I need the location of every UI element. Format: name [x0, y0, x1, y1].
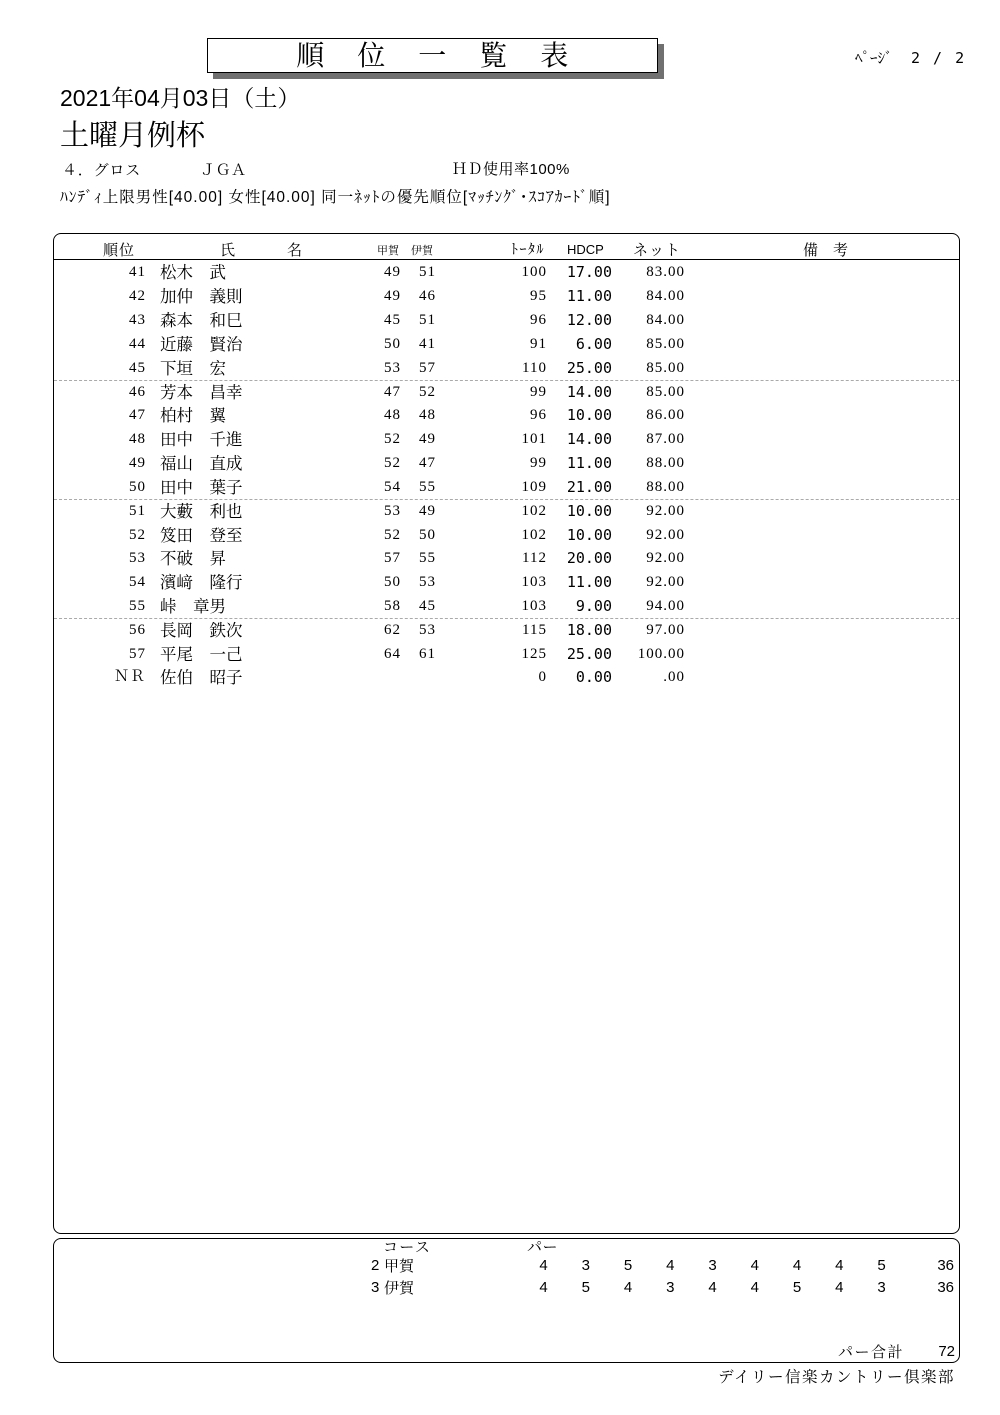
in-score: 51 — [419, 312, 436, 329]
in-score: 53 — [419, 621, 436, 638]
hole-par: 4 — [750, 1279, 759, 1296]
rank-cell: 46 — [129, 383, 146, 400]
net-score: 100.00 — [637, 645, 685, 662]
title-box — [207, 38, 658, 73]
total-score: 103 — [521, 574, 547, 591]
handicap-value: 11.00 — [566, 573, 612, 592]
total-score: 95 — [530, 288, 547, 305]
result-row — [54, 309, 959, 333]
header-hdcp: HDCP — [567, 242, 604, 257]
total-score: 109 — [521, 478, 547, 495]
out-score: 53 — [384, 359, 401, 376]
rank-cell: 41 — [129, 264, 146, 281]
in-score: 55 — [419, 478, 436, 495]
course-label: コース — [383, 1238, 432, 1256]
course-number: 3 — [371, 1279, 380, 1296]
player-name: 田中 葉子 — [160, 477, 243, 497]
handicap-rule: ﾊﾝﾃﾞｨ上限男性[40.00] 女性[40.00] 同一ﾈｯﾄの優先順位[ﾏｯﾁﾝｸﾞ･ｽｺｱｶｰﾄﾞ順] — [60, 189, 611, 206]
rank-cell: 47 — [129, 407, 146, 424]
handicap-value: 10.00 — [566, 525, 612, 544]
net-score: 85.00 — [646, 335, 685, 352]
handicap-value: 12.00 — [566, 311, 612, 330]
result-row — [54, 500, 959, 524]
header-surname: 氏 — [220, 241, 236, 259]
rank-cell: 51 — [129, 502, 146, 519]
out-score: 58 — [384, 597, 401, 614]
net-score: 97.00 — [646, 621, 685, 638]
net-score: 94.00 — [646, 597, 685, 614]
total-score: 125 — [521, 645, 547, 662]
total-score: 99 — [530, 455, 547, 472]
handicap-usage-rate: ＨＤ使用率100% — [452, 161, 570, 178]
course-number: 2 — [371, 1257, 380, 1274]
header-net: ネット — [633, 241, 682, 259]
result-row — [54, 428, 959, 452]
rank-cell: 54 — [129, 574, 146, 591]
handicap-value: 11.00 — [566, 454, 612, 473]
handicap-value: 17.00 — [566, 263, 612, 282]
player-name: 加仲 義則 — [160, 287, 243, 307]
par-total-value: 72 — [938, 1343, 955, 1360]
par-label: パー — [527, 1238, 559, 1256]
rank-cell: 53 — [129, 550, 146, 567]
header-given-name: 名 — [287, 241, 303, 259]
rank-cell: 45 — [129, 359, 146, 376]
handicap-value: 14.00 — [566, 382, 612, 401]
hole-par: 4 — [708, 1279, 717, 1296]
net-score: 88.00 — [646, 478, 685, 495]
rank-cell: 57 — [129, 645, 146, 662]
result-row — [54, 643, 959, 667]
course-par-table — [53, 1238, 960, 1363]
page-number: 2 / 2 — [911, 49, 967, 67]
player-name: 柏村 翼 — [160, 406, 226, 426]
hole-par: 3 — [581, 1257, 590, 1274]
course-par-total: 36 — [937, 1257, 954, 1274]
course-row — [54, 1255, 959, 1277]
results-body — [54, 261, 959, 690]
result-row — [54, 261, 959, 285]
hole-par: 3 — [877, 1279, 886, 1296]
player-name: 松木 武 — [160, 263, 226, 283]
result-row — [54, 452, 959, 476]
rank-cell: 49 — [129, 455, 146, 472]
rank-cell: 44 — [129, 335, 146, 352]
rank-cell: 42 — [129, 288, 146, 305]
out-score: 50 — [384, 574, 401, 591]
hole-par: 4 — [666, 1257, 675, 1274]
result-row — [54, 333, 959, 357]
page-title: 順 位 一 覧 表 — [296, 39, 571, 72]
net-score: 86.00 — [646, 407, 685, 424]
player-name: 不破 昇 — [160, 549, 226, 569]
net-score: 84.00 — [646, 312, 685, 329]
player-name: 濱﨑 隆行 — [160, 573, 243, 593]
out-score: 50 — [384, 335, 401, 352]
out-score: 62 — [384, 621, 401, 638]
out-score: 45 — [384, 312, 401, 329]
handicap-value: 25.00 — [566, 358, 612, 377]
result-row — [54, 381, 959, 405]
hole-par: 5 — [877, 1257, 886, 1274]
out-score: 52 — [384, 455, 401, 472]
event-date: 2021年04月03日（土） — [60, 85, 301, 111]
results-table — [53, 233, 960, 1234]
handicap-value: 9.00 — [575, 596, 612, 615]
total-score: 103 — [521, 597, 547, 614]
hole-par: 4 — [750, 1257, 759, 1274]
page-label: ﾍﾟｰｼﾞ — [855, 49, 893, 67]
course-name: 甲賀 — [384, 1257, 415, 1275]
out-score: 53 — [384, 502, 401, 519]
event-name: 土曜月例杯 — [60, 118, 206, 152]
hole-par: 5 — [581, 1279, 590, 1296]
result-row — [54, 404, 959, 428]
hole-par: 4 — [539, 1279, 548, 1296]
in-score: 45 — [419, 597, 436, 614]
net-score: 92.00 — [646, 550, 685, 567]
in-score: 49 — [419, 502, 436, 519]
player-name: 下垣 宏 — [160, 358, 226, 378]
header-note: 備 考 — [803, 241, 849, 259]
player-name: 大藪 利也 — [160, 501, 243, 521]
net-score: 85.00 — [646, 359, 685, 376]
handicap-value: 25.00 — [566, 644, 612, 663]
total-score: 101 — [521, 431, 547, 448]
out-score: 52 — [384, 526, 401, 543]
hole-par: 3 — [666, 1279, 675, 1296]
par-total-label: パー合計 — [838, 1343, 905, 1361]
in-score: 57 — [419, 359, 436, 376]
course-name: 伊賀 — [384, 1279, 415, 1297]
in-score: 48 — [419, 407, 436, 424]
in-score: 53 — [419, 574, 436, 591]
total-score: 102 — [521, 526, 547, 543]
in-score: 61 — [419, 645, 436, 662]
result-row — [54, 666, 959, 690]
result-row — [54, 619, 959, 643]
net-score: 85.00 — [646, 383, 685, 400]
player-name: 平尾 一己 — [160, 644, 243, 664]
result-row — [54, 476, 959, 500]
handicap-value: 10.00 — [566, 406, 612, 425]
in-score: 51 — [419, 264, 436, 281]
player-name: 田中 千進 — [160, 430, 243, 450]
rank-cell: 43 — [129, 312, 146, 329]
hole-par: 5 — [792, 1279, 802, 1296]
player-name: 笈田 登至 — [160, 525, 243, 545]
out-score: 49 — [384, 288, 401, 305]
course-rows — [54, 1255, 959, 1299]
handicap-value: 21.00 — [566, 477, 612, 496]
results-header — [54, 234, 959, 260]
out-score: 48 — [384, 407, 401, 424]
course-row — [54, 1277, 959, 1299]
handicap-value: 14.00 — [566, 430, 612, 449]
result-row — [54, 595, 959, 619]
total-score: 110 — [522, 359, 547, 376]
rank-cell: 50 — [129, 478, 146, 495]
total-score: 91 — [530, 335, 547, 352]
result-row — [54, 571, 959, 595]
rank-cell: 48 — [129, 431, 146, 448]
total-score: 102 — [521, 502, 547, 519]
rank-cell: 56 — [129, 621, 146, 638]
net-score: 92.00 — [646, 526, 685, 543]
rank-cell: 55 — [129, 597, 146, 614]
header-out-course: 甲賀 — [377, 244, 399, 257]
rank-cell: 52 — [129, 526, 146, 543]
header-in-course: 伊賀 — [411, 244, 433, 257]
net-score: 92.00 — [646, 502, 685, 519]
total-score: 0 — [538, 669, 547, 686]
course-par-total: 36 — [937, 1279, 954, 1296]
in-score: 46 — [419, 288, 436, 305]
total-score: 96 — [530, 407, 547, 424]
out-score: 57 — [384, 550, 401, 567]
total-score: 99 — [530, 383, 547, 400]
handicap-value: 20.00 — [566, 549, 612, 568]
in-score: 50 — [419, 526, 436, 543]
total-score: 115 — [522, 621, 547, 638]
net-score: 87.00 — [646, 431, 685, 448]
total-score: 100 — [521, 264, 547, 281]
hole-par: 5 — [623, 1257, 633, 1274]
player-name: 芳本 昌幸 — [160, 382, 243, 402]
hole-par: 4 — [539, 1257, 548, 1274]
in-score: 41 — [419, 335, 436, 352]
player-name: 長岡 鉄次 — [160, 620, 243, 640]
header-rank: 順位 — [103, 241, 136, 259]
header-total: ﾄｰﾀﾙ — [511, 242, 545, 258]
player-name: 森本 和巳 — [160, 311, 243, 331]
player-name: 峠 章男 — [160, 596, 226, 616]
player-name: 近藤 賢治 — [160, 334, 243, 354]
in-score: 49 — [419, 431, 436, 448]
rules-association: ＪＧＡ — [200, 161, 247, 179]
scoring-format: ４．グロス — [62, 161, 142, 179]
total-score: 96 — [530, 312, 547, 329]
hole-par: 4 — [835, 1257, 844, 1274]
out-score: 64 — [384, 645, 401, 662]
net-score: 84.00 — [646, 288, 685, 305]
in-score: 52 — [419, 383, 436, 400]
total-score: 112 — [522, 550, 547, 567]
net-score: 83.00 — [646, 264, 685, 281]
rank-cell: ＮＲ — [113, 669, 146, 686]
club-name: デイリー信楽カントリー倶楽部 — [718, 1368, 955, 1386]
result-row — [54, 547, 959, 571]
handicap-value: 18.00 — [566, 620, 612, 639]
hole-par: 4 — [623, 1279, 633, 1296]
out-score: 47 — [384, 383, 401, 400]
handicap-value: 10.00 — [566, 501, 612, 520]
handicap-value: 11.00 — [566, 287, 612, 306]
net-score: 88.00 — [646, 455, 685, 472]
player-name: 福山 直成 — [160, 454, 243, 474]
result-row — [54, 524, 959, 548]
handicap-value: 6.00 — [575, 334, 612, 353]
out-score: 52 — [384, 431, 401, 448]
in-score: 47 — [419, 455, 436, 472]
out-score: 54 — [384, 478, 401, 495]
result-row — [54, 285, 959, 309]
in-score: 55 — [419, 550, 436, 567]
out-score: 49 — [384, 264, 401, 281]
player-name: 佐伯 昭子 — [160, 668, 243, 688]
net-score: 92.00 — [646, 574, 685, 591]
hole-par: 4 — [835, 1279, 844, 1296]
net-score: .00 — [663, 669, 685, 686]
hole-par: 4 — [792, 1257, 802, 1274]
handicap-value: 0.00 — [575, 668, 612, 687]
result-row — [54, 357, 959, 381]
hole-par: 3 — [708, 1257, 717, 1274]
